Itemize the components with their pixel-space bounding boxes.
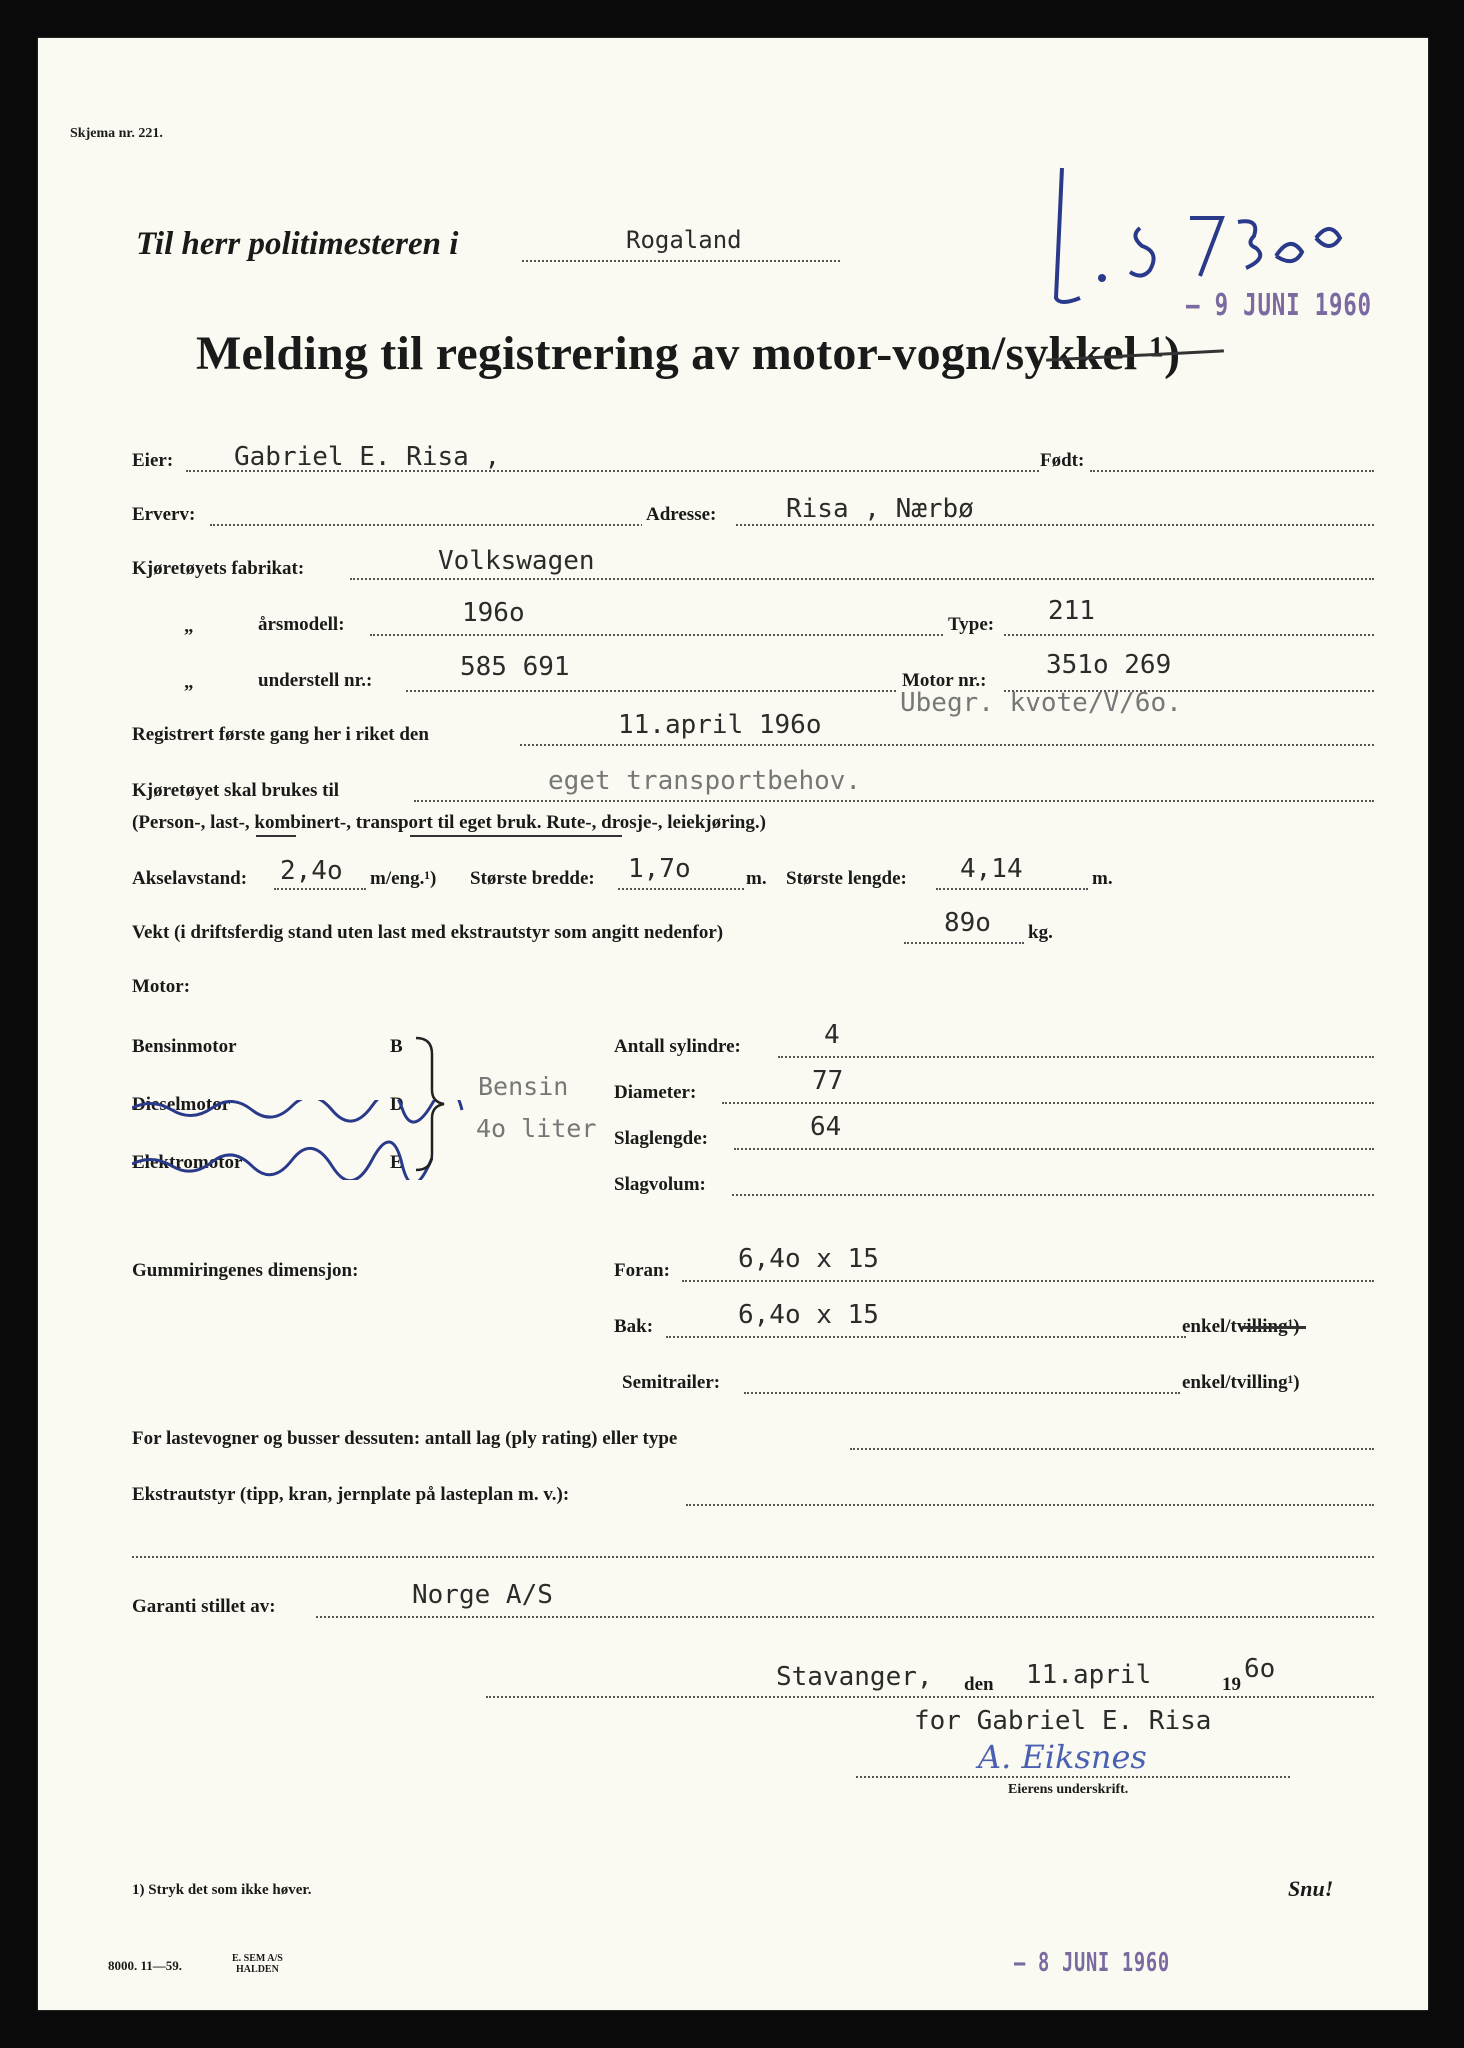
addressee-label: Til herr politimesteren i (136, 226, 459, 262)
adresse-value: Risa , Nærbø (786, 494, 974, 524)
sylindre-line (778, 1056, 1374, 1058)
bredde-label: Største bredde: (470, 868, 595, 889)
vekt-label: Vekt (i driftsferdig stand uten last med ekstrautstyr som angitt nedenfor) (132, 922, 724, 943)
garanti-label: Garanti stillet av: (132, 1596, 276, 1617)
brukes-value: eget transportbehov. (548, 766, 862, 796)
motor-heading: Motor: (132, 976, 191, 997)
snu-label: Snu! (1288, 1876, 1334, 1901)
addressee-line (522, 260, 840, 262)
foran-label: Foran: (614, 1260, 670, 1281)
addressee-value: Rogaland (626, 226, 742, 254)
motor-code-e: E (390, 1152, 403, 1173)
form-title (196, 326, 1180, 381)
eier-label: Eier: (132, 450, 174, 471)
registrert-label: Registrert første gang her i riket den (132, 724, 429, 745)
diameter-label: Diameter: (614, 1082, 697, 1103)
motor-nr-value: 351o 269 (1046, 650, 1172, 680)
motor-brace (410, 1034, 450, 1174)
title-text: Melding til registrering av motor-vogn/sykkel ¹) (196, 327, 1181, 380)
semitrailer-suffix: enkel/tvilling¹) (1182, 1372, 1300, 1393)
lengde-value: 4,14 (960, 854, 1023, 884)
slagvolum-label: Slagvolum: (614, 1174, 706, 1195)
slagvolum-line (732, 1194, 1374, 1196)
garanti-value: Norge A/S (412, 1580, 553, 1610)
akselavstand-value: 2,4o (280, 856, 343, 886)
adresse-line (736, 524, 1374, 526)
vekt-value: 89o (944, 908, 991, 938)
registrert-value: 11.april 196o (618, 710, 822, 740)
kvote-note: Ubegr. kvote/V/6o. (900, 688, 1182, 718)
fodt-line (1090, 470, 1374, 472)
lengde-unit: m. (1092, 868, 1113, 889)
printer-name-1: E. SEM A/S (232, 1953, 283, 1964)
bredde-line (618, 888, 744, 890)
signature: A. Eiksnes (978, 1738, 1147, 1776)
registrert-line (520, 744, 1374, 746)
understell-line (406, 690, 896, 692)
footnote: 1) Stryk det som ikke høver. (132, 1882, 312, 1898)
akselavstand-unit: m/eng.¹) (370, 868, 437, 889)
foran-value: 6,4o x 15 (738, 1244, 879, 1274)
sylindre-value: 4 (824, 1020, 840, 1050)
diameter-value: 77 (812, 1066, 844, 1096)
type-value: 211 (1048, 596, 1095, 626)
type-line (1004, 634, 1374, 636)
fuel-note-2: 4o liter (476, 1114, 597, 1143)
signing-place: Stavanger, (776, 1662, 933, 1692)
brukes-label: Kjøretøyet skal brukes til (132, 780, 340, 801)
motor-type-bensin: Bensinmotor (132, 1036, 237, 1057)
signing-for-line: for Gabriel E. Risa (914, 1706, 1212, 1736)
ekstrautstyr-line (686, 1504, 1374, 1506)
received-stamp-top: – 9 JUNI 1960 (1186, 288, 1372, 323)
bak-label: Bak: (614, 1316, 654, 1337)
slaglengde-value: 64 (810, 1112, 842, 1142)
signature-label: Eierens underskrift. (1008, 1782, 1129, 1797)
brukes-options: (Person-, last-, kombinert-, transport til eget bruk. Rute-, drosje-, leiekjøring.) (132, 812, 766, 833)
bak-line (666, 1336, 1186, 1338)
motor-type-elektro: Elektromotor (132, 1152, 243, 1173)
akselavstand-label: Akselavstand: (132, 868, 248, 889)
understell-label: understell nr.: (258, 670, 373, 691)
fodt-label: Født: (1040, 450, 1088, 472)
bak-value: 6,4o x 15 (738, 1300, 879, 1330)
motor-type-diesel: Dieselmotor (132, 1094, 231, 1115)
lastevogner-label: For lastevogner og busser dessuten: antall lag (ply rating) eller type (132, 1428, 678, 1449)
understell-value: 585 691 (460, 652, 570, 682)
bredde-unit: m. (746, 868, 767, 889)
slaglengde-line (734, 1148, 1374, 1150)
signing-year-prefix: 19 (1222, 1674, 1241, 1695)
sylindre-label: Antall sylindre: (614, 1036, 741, 1057)
foran-line (682, 1280, 1374, 1282)
underline-last (256, 835, 296, 837)
tires-heading: Gummiringenes dimensjon: (132, 1260, 359, 1281)
semitrailer-label: Semitrailer: (622, 1372, 721, 1393)
arsmodell-line (370, 634, 946, 636)
fabrikat-label: Kjøretøyets fabrikat: (132, 558, 305, 579)
printer-name (232, 1953, 283, 1975)
signature-line (856, 1776, 1290, 1778)
signing-year-suffix: 6o (1244, 1654, 1276, 1684)
motor-code-b: B (390, 1036, 403, 1057)
underline-transport (410, 835, 622, 837)
received-stamp-bottom: – 8 JUNI 1960 (1014, 1948, 1170, 1978)
signing-line (486, 1696, 1374, 1698)
garanti-line (316, 1616, 1374, 1618)
lengde-label: Største lengde: (786, 868, 907, 889)
signing-date: 11.april (1026, 1660, 1152, 1690)
signing-den: den (964, 1674, 994, 1695)
eier-value: Gabriel E. Risa , (234, 442, 501, 472)
akselavstand-line (274, 888, 366, 890)
motor-code-d: D (390, 1094, 404, 1115)
motor-nr-label: Motor nr.: (898, 670, 990, 692)
adresse-label: Adresse: (642, 504, 720, 526)
vekt-line (904, 942, 1024, 944)
erverv-label: Erverv: (132, 504, 196, 525)
form-sheet (38, 38, 1428, 2010)
lengde-line (936, 888, 1088, 890)
bredde-value: 1,7o (628, 854, 691, 884)
ditto-mark: „ (184, 616, 194, 637)
type-label: Type: (944, 614, 998, 636)
fabrikat-line (350, 578, 1374, 580)
printer-name-2: HALDEN (236, 1964, 279, 1975)
bak-strike-mark (1242, 1326, 1306, 1329)
erverv-line (210, 524, 662, 526)
ditto-mark-2: „ (184, 672, 194, 693)
printer-code: 8000. 11—59. (108, 1958, 183, 1973)
slaglengde-label: Slaglengde: (614, 1128, 708, 1149)
semitrailer-line (744, 1392, 1180, 1394)
lastevogner-line (850, 1448, 1374, 1450)
vekt-unit: kg. (1028, 922, 1053, 943)
fuel-note-1: Bensin (478, 1072, 569, 1101)
ekstrautstyr-line-2 (132, 1556, 1374, 1558)
ekstrautstyr-label: Ekstrautstyr (tipp, kran, jernplate på lasteplan m. v.): (132, 1484, 570, 1505)
fabrikat-value: Volkswagen (438, 546, 595, 576)
form-number: Skjema nr. 221. (70, 126, 163, 141)
brukes-line (414, 800, 1374, 802)
arsmodell-label: årsmodell: (258, 614, 345, 635)
diameter-line (722, 1102, 1374, 1104)
bak-suffix: enkel/tvilling¹) (1182, 1316, 1300, 1337)
arsmodell-value: 196o (462, 598, 525, 628)
